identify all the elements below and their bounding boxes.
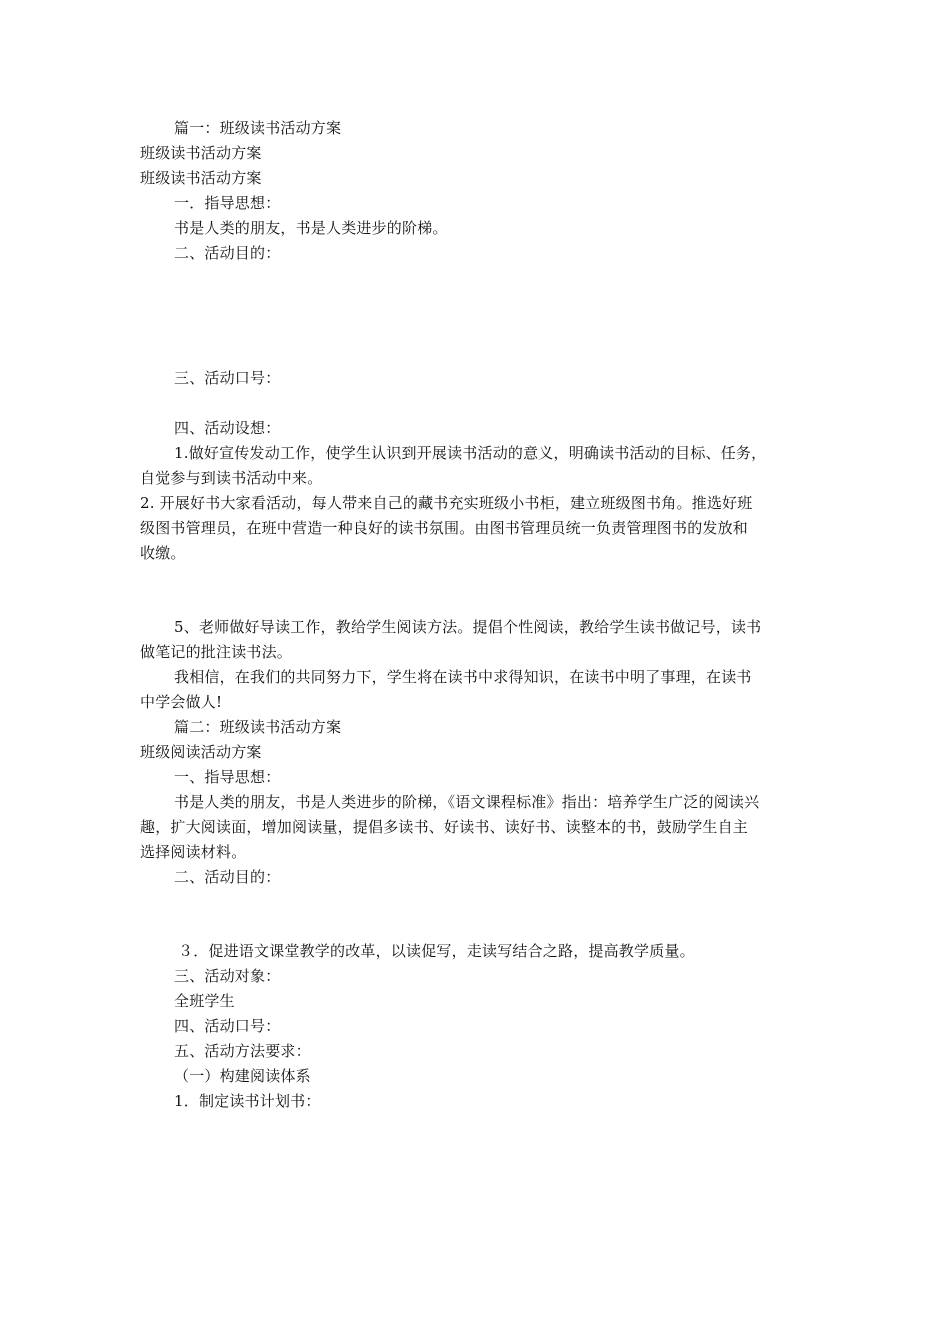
paragraph-line: ３．促进语文课堂教学的改革，以读促写，走读写结合之路，提高教学质量。: [178, 942, 695, 960]
paragraph-line: 收缴。: [140, 544, 186, 562]
paragraph-line: 趣，扩大阅读面，增加阅读量，提倡多读书、好读书、读好书、读整本的书，鼓励学生自主: [140, 818, 749, 836]
paragraph-line: 自觉参与到读书活动中来。: [140, 469, 323, 487]
paragraph-line: 全班学生: [174, 992, 235, 1010]
paragraph-line: 我相信，在我们的共同努力下，学生将在读书中求得知识，在读书中明了事理，在读书: [174, 668, 752, 686]
subheading: （一）构建阅读体系: [174, 1067, 311, 1085]
paragraph-line: 做笔记的批注读书法。: [140, 643, 293, 661]
paragraph-line: 选择阅读材料。: [140, 843, 247, 861]
paragraph-line: 书是人类的朋友，书是人类进步的阶梯，《语文课程标准》指出：培养学生广泛的阅读兴: [174, 793, 760, 811]
subheading: 二、活动目的：: [174, 868, 281, 886]
subheading: 五、活动方法要求：: [174, 1042, 311, 1060]
subheading: 一、指导思想：: [174, 768, 281, 786]
paragraph-line: 书是人类的朋友，书是人类进步的阶梯。: [174, 219, 448, 237]
plan-title-line: 班级阅读活动方案: [140, 743, 262, 761]
section-one-heading: 篇一：班级读书活动方案: [174, 119, 342, 137]
paragraph-line: 1.做好宣传发动工作，使学生认识到开展读书活动的意义，明确读书活动的目标、任务，: [174, 444, 767, 462]
subheading: 二、活动目的：: [174, 244, 281, 262]
paragraph-line: 中学会做人!: [140, 693, 223, 711]
paragraph-line: 5、老师做好导读工作，教给学生阅读方法。提倡个性阅读，教给学生读书做记号，读书: [174, 618, 762, 636]
section-two-heading: 篇二：班级读书活动方案: [174, 718, 342, 736]
subheading: 三、活动对象：: [174, 967, 281, 985]
paragraph-line: 1．制定读书计划书：: [174, 1092, 321, 1110]
paragraph-line: 级图书管理员，在班中营造一种良好的读书氛围。由图书管理员统一负责管理图书的发放和: [140, 519, 749, 537]
plan-title-line: 班级读书活动方案: [140, 169, 262, 187]
subheading: 三、活动口号：: [174, 369, 281, 387]
paragraph-line: 2. 开展好书大家看活动，每人带来自己的藏书充实班级小书柜，建立班级图书角。推选好班: [140, 494, 753, 512]
subheading: 四、活动设想：: [174, 419, 281, 437]
plan-title-line: 班级读书活动方案: [140, 144, 262, 162]
subheading: 一．指导思想：: [174, 194, 281, 212]
subheading: 四、活动口号：: [174, 1017, 281, 1035]
